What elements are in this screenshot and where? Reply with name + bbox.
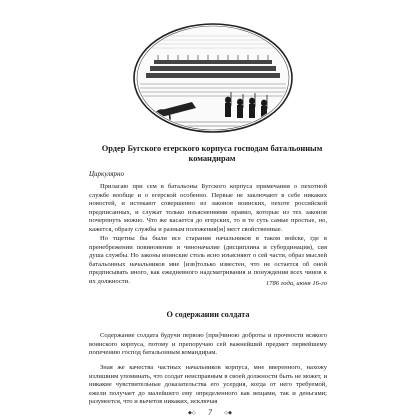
page-number: 7 xyxy=(208,408,212,417)
section-heading: О содержании солдата xyxy=(166,310,250,319)
circular-note: Циркулярно xyxy=(89,170,125,178)
body-paragraph-2: Но тщетны бы были все старания начальников в таком войске, где в пренебрежении повиновение и чиноначалие (дисциплина и субординация), сия душа службы. Но законы воинские столь ясно изъясняют о сей части, образ мыслей батальонных начальников мне [изв]только известен, что не остается об оной предписывать иного, как ежедневного надсматривания и понуждения всех чинов к их должности. xyxy=(89,235,327,285)
right-ornament-icon: ◇◆ xyxy=(224,411,232,416)
section-paragraph-2: Зная же качества частных начальников корпуса, мне вверенного, нахожу излишним упоминать, что солдат неисправным в своей должности быть не может, и никакие чувствительные доказательства его усердия, когда от него требуемой, ежели получает до малейшего ему определенного как вещами, так и деньгами; разумеется, что и вычетов никаких, исключая xyxy=(89,364,327,405)
dateline: 1786 года, июня 16-го xyxy=(265,280,327,287)
body-paragraph-1: Прилагаю при сем в батальоны Бугского корпуса примечания о пехотной службе вообще и о егерской особенно. Первые не заключают в себе никаких новостей, и истекают совершенно из законов воинских, пехоте российской предписанных, и служат только изъяснениями правил, которые из тех законов почерпнуть можно. Что же касается до егерских, то и те суть самые простые, но, кажется, образу службы и разным положения[м] мест свойственные. xyxy=(89,183,327,233)
page-number-block xyxy=(186,407,234,419)
left-ornament-icon: ◆◇ xyxy=(188,411,196,416)
parade-vignette-illustration xyxy=(132,22,294,134)
section-paragraph-1: Содержание солдата будучи первою [при]чиною доброты и прочности всякого воинского корпуса, потому и препоручаю сей важнейший предмет первейшему попечению господ батальонным командирам. xyxy=(89,332,327,356)
order-title: Ордер Бугского егерского корпуса господам батальонным командирам xyxy=(101,144,323,163)
